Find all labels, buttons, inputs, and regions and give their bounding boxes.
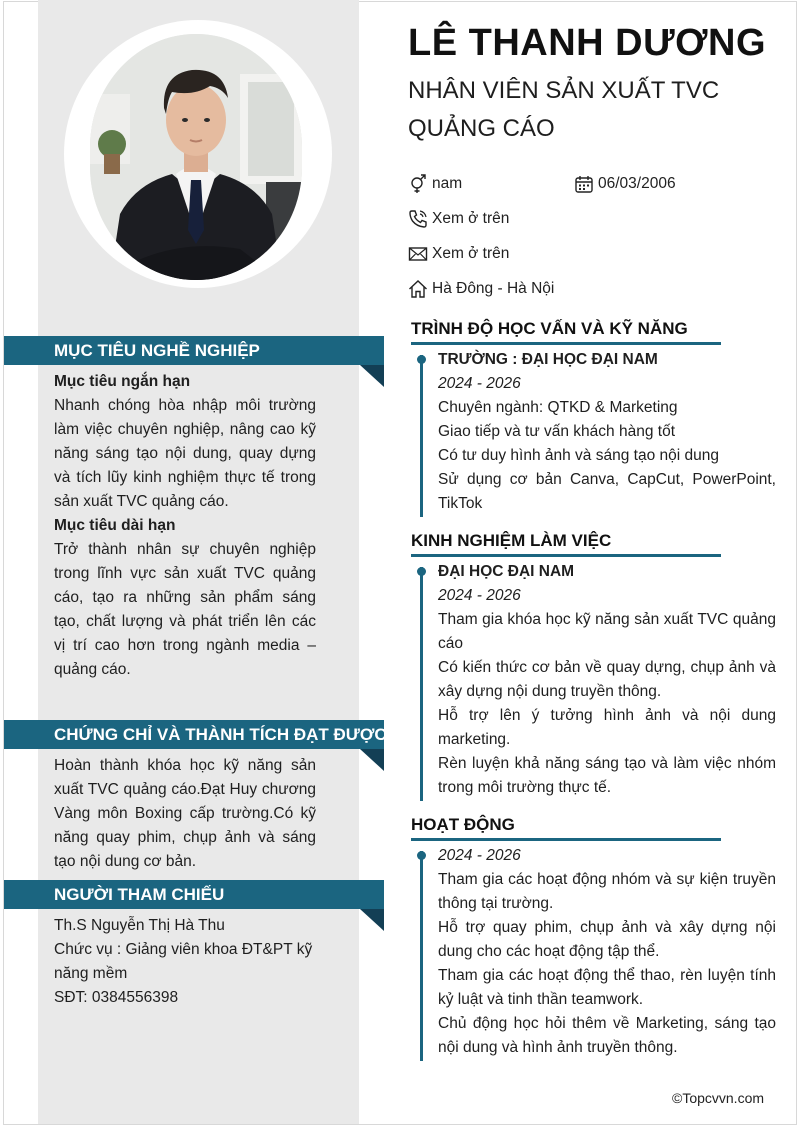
experience-item: Hỗ trợ lên ý tưởng hình ảnh và nội dung marketing.	[438, 707, 776, 748]
experience-timeline	[420, 567, 423, 801]
certificates-heading: CHỨNG CHỈ VÀ THÀNH TÍCH ĐẠT ĐƯỢC	[4, 720, 384, 749]
certificates-text: Hoàn thành khóa học kỹ năng sản xuất TVC quảng cáo.Đạt Huy chương Vàng môn Boxing cấp trường.Có kỹ năng quay phim, chụp ảnh và sáng tạo nội dung cơ bản.	[54, 757, 316, 870]
job-title: NHÂN VIÊN SẢN XUẤT TVC QUẢNG CÁO	[408, 77, 720, 142]
education-period: 2024 - 2026	[438, 375, 521, 392]
experience-bullet	[417, 567, 426, 576]
career-goal-content	[54, 370, 316, 682]
calendar-icon	[574, 174, 594, 194]
reference-phone: SĐT: 0384556398	[54, 989, 179, 1006]
long-term-goal-text: Trở thành nhân sự chuyên nghiệp trong lĩnh vực sản xuất TVC quảng cáo, tạo ra những sản phẩm sáng tạo, chất lượng và phát triển lên các vị trí cao hơn trong ngành media – quảng cáo.	[54, 541, 316, 678]
activities-bullet	[417, 851, 426, 860]
activity-item: Tham gia các hoạt động thể thao, rèn luyện tính kỷ luật và tinh thần teamwork.	[438, 967, 776, 1008]
experience-item: Có kiến thức cơ bản về quay dựng, chụp ảnh và xây dựng nội dung truyền thông.	[438, 659, 776, 700]
education-heading: TRÌNH ĐỘ HỌC VẤN VÀ KỸ NĂNG	[411, 319, 721, 345]
education-entry	[438, 348, 776, 516]
experience-heading: KINH NGHIỆM LÀM VIỆC	[411, 531, 721, 557]
references-heading: NGƯỜI THAM CHIẾU	[4, 880, 384, 909]
home-icon	[408, 279, 428, 299]
email-row	[408, 244, 509, 264]
short-term-goal-text: Nhanh chóng hòa nhập môi trường làm việc chuyên nghiệp, nâng cao kỹ năng sáng tạo nội dung, quay dựng và tích lũy kinh nghiệm thực tế trong sản xuất TVC quảng cáo.	[54, 397, 316, 510]
experience-entry	[438, 560, 776, 800]
education-bullet	[417, 355, 426, 364]
address-value: Hà Đông - Hà Nội	[432, 280, 555, 297]
birthdate-row	[574, 174, 676, 194]
phone-icon	[408, 209, 428, 229]
activities-timeline	[420, 851, 423, 1061]
ribbon-fold	[360, 749, 384, 771]
experience-period: 2024 - 2026	[438, 587, 521, 604]
education-item: Chuyên ngành: QTKD & Marketing	[438, 399, 678, 416]
avatar	[90, 34, 302, 280]
gender-row	[408, 174, 462, 194]
long-term-goal-title: Mục tiêu dài hạn	[54, 517, 176, 534]
school-name: TRƯỜNG : ĐẠI HỌC ĐẠI NAM	[438, 351, 658, 368]
experience-item: Rèn luyện khả năng sáng tạo và làm việc nhóm trong môi trường thực tế.	[438, 755, 776, 796]
ribbon-fold	[360, 909, 384, 931]
ribbon-fold	[360, 365, 384, 387]
address-row	[408, 279, 554, 299]
activity-item: Chủ động học hỏi thêm về Marketing, sáng tạo nội dung và hình ảnh truyền thông.	[438, 1015, 776, 1056]
education-item: Giao tiếp và tư vấn khách hàng tốt	[438, 423, 675, 440]
gender-value: nam	[432, 175, 463, 192]
short-term-goal-title: Mục tiêu ngắn hạn	[54, 373, 191, 390]
activities-period: 2024 - 2026	[438, 847, 521, 864]
activity-item: Tham gia các hoạt động nhóm và sự kiện truyền thông tại trường.	[438, 871, 776, 912]
education-timeline	[420, 355, 423, 517]
reference-position: Chức vụ : Giảng viên khoa ĐT&PT kỹ năng mềm	[54, 941, 313, 982]
education-item: Sử dụng cơ bản Canva, CapCut, PowerPoint, TikTok	[438, 471, 776, 512]
career-goal-heading: MỤC TIÊU NGHỀ NGHIỆP	[4, 336, 384, 365]
reference-name: Th.S Nguyễn Thị Hà Thu	[54, 917, 225, 934]
phone-value: Xem ở trên	[432, 210, 510, 227]
activities-entry	[438, 844, 776, 1060]
company-name: ĐẠI HỌC ĐẠI NAM	[438, 563, 575, 580]
activity-item: Hỗ trợ quay phim, chụp ảnh và xây dựng nội dung cho các hoạt động tập thể.	[438, 919, 776, 960]
references-content	[54, 914, 316, 1010]
experience-item: Tham gia khóa học kỹ năng sản xuất TVC quảng cáo	[438, 611, 776, 652]
gender-icon	[408, 174, 428, 194]
footer-credit: ©Topcvvn.com	[672, 1090, 765, 1106]
birthdate-value: 06/03/2006	[598, 175, 676, 192]
email-value: Xem ở trên	[432, 245, 510, 262]
activities-heading: HOẠT ĐỘNG	[411, 815, 721, 841]
candidate-name: LÊ THANH DƯƠNG	[408, 22, 767, 64]
education-item: Có tư duy hình ảnh và sáng tạo nội dung	[438, 447, 719, 464]
email-icon	[408, 244, 428, 264]
phone-row	[408, 209, 509, 229]
